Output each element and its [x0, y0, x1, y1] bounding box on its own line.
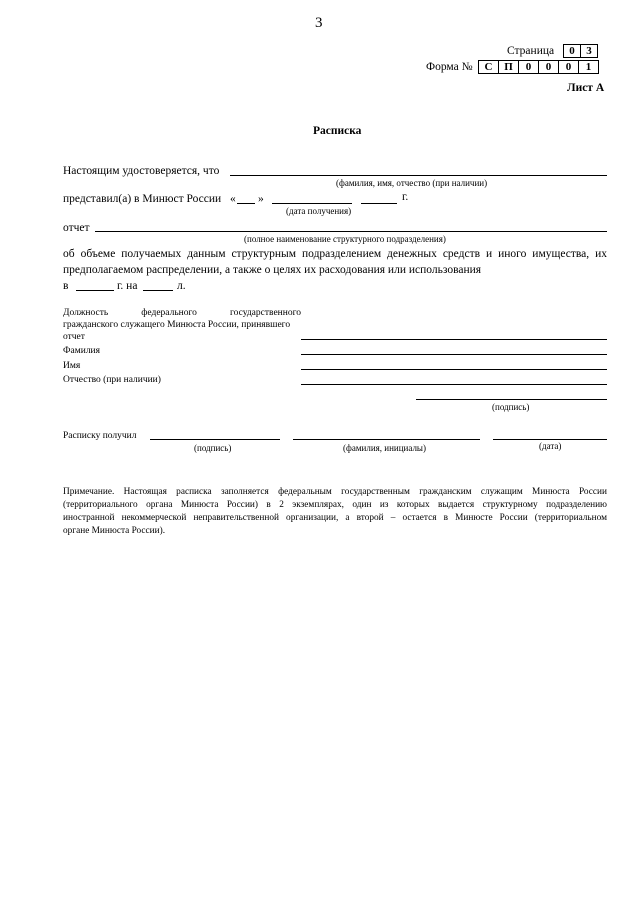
- quote-close: »: [258, 193, 264, 205]
- day-line[interactable]: [237, 203, 255, 204]
- paragraph-line: предполагаемом распределении, а также о целях их расходования или использования: [63, 264, 482, 276]
- caption-date: (дата получения): [286, 206, 352, 216]
- note-line: иностранной некоммерческой неправительственной организации, а второй – остается в Минюсте России (территориальном: [63, 513, 607, 523]
- certify-text: Настоящим удостоверяется, что: [63, 165, 220, 177]
- patronymic-field-line[interactable]: [301, 384, 607, 385]
- surname-field-line[interactable]: [301, 354, 607, 355]
- caption-receipt-name: (фамилия, инициалы): [343, 443, 426, 453]
- form-digit-cell: П: [498, 60, 519, 74]
- receipt-label: Расписку получил: [63, 431, 137, 441]
- form-digit-cell: 1: [578, 60, 599, 74]
- page-number: 3: [315, 15, 323, 31]
- surname-label: Фамилия: [63, 346, 101, 356]
- patronymic-label: Отчество (при наличии): [63, 375, 161, 385]
- form-digit-cell: С: [478, 60, 499, 74]
- caption-fio: (фамилия, имя, отчество (при наличии): [336, 178, 488, 188]
- page-digit-cell: 3: [580, 44, 598, 58]
- position-line: гражданского служащего Минюста России, принявшего: [63, 320, 291, 330]
- name-label: Имя: [63, 361, 81, 371]
- year-suffix: г.: [402, 191, 409, 203]
- receipt-date-line[interactable]: [493, 439, 607, 440]
- caption-unit: (полное наименование структурного подразделения): [244, 234, 446, 244]
- page-label: Страница: [507, 45, 555, 57]
- receipt-signature-line[interactable]: [150, 439, 280, 440]
- caption-official-signature: (подпись): [492, 402, 530, 412]
- presented-text: представил(а) в Минюст России: [63, 193, 222, 205]
- form-label: Форма №: [426, 61, 473, 73]
- period-year-on: г. на: [117, 280, 138, 292]
- note-line: Примечание. Настоящая расписка заполняется федеральным государственным гражданским служащим Минюста России: [63, 487, 607, 497]
- caption-receipt-date: (дата): [539, 441, 562, 451]
- fio-line[interactable]: [230, 175, 607, 176]
- sheet-label: Лист А: [567, 82, 605, 94]
- form-digit-cell: 0: [518, 60, 539, 74]
- receipt-name-line[interactable]: [293, 439, 480, 440]
- month-line[interactable]: [272, 203, 352, 204]
- period-next-line[interactable]: [143, 290, 173, 291]
- document-title: Расписка: [313, 125, 362, 137]
- report-label: отчет: [63, 222, 90, 234]
- quote-open: «: [230, 193, 236, 205]
- caption-receipt-signature: (подпись): [194, 443, 232, 453]
- period-in: в: [63, 280, 69, 292]
- position-line: Должность федерального государственного: [63, 308, 301, 318]
- position-line: отчет: [63, 332, 85, 342]
- year-line[interactable]: [361, 203, 397, 204]
- name-field-line[interactable]: [301, 369, 607, 370]
- period-year-line[interactable]: [76, 290, 114, 291]
- page-digit-cell: 0: [563, 44, 581, 58]
- note-line: органе Минюста России).: [63, 526, 166, 536]
- form-digit-cell: 0: [558, 60, 579, 74]
- position-field-line[interactable]: [301, 339, 607, 340]
- form-digit-cell: 0: [538, 60, 559, 74]
- period-year-suffix: л.: [177, 280, 186, 292]
- unit-line[interactable]: [95, 231, 607, 232]
- paragraph-line: об объеме получаемых данным структурным подразделением денежных средств и иного имущества, их: [63, 248, 607, 260]
- note-line: (территориального органа Минюста России) в 2 экземплярах, один из которых выдается структурному подразделению: [63, 500, 607, 510]
- official-signature-line[interactable]: [416, 399, 607, 400]
